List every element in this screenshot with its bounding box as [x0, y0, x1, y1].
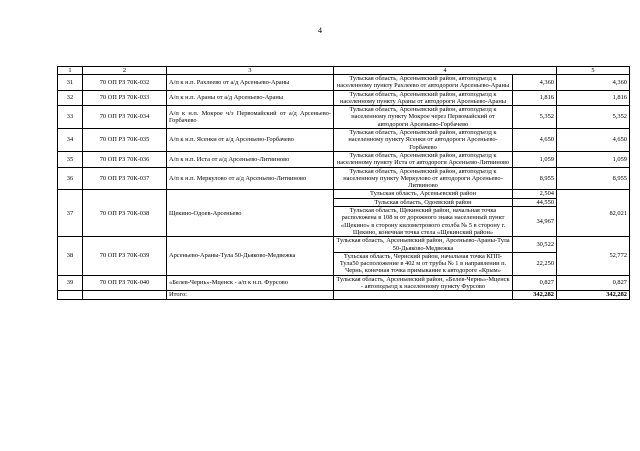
total-empty-cell — [58, 291, 83, 299]
row-number: 39 — [58, 275, 83, 291]
road-register-table — [57, 66, 630, 300]
segment-length: 1,816 — [513, 90, 557, 106]
road-name: А/п к н.п. Ясенки от а/д Арсеньево-Горбачево — [167, 129, 334, 152]
table-body — [58, 67, 630, 300]
road-id: 70 ОП РЗ 70К-036 — [83, 151, 167, 167]
segment-description: Тульская область, Арсеньевский район, автоподъезд к населенному пункту Иста от автодороги Арсеньево-Литвиново — [334, 151, 513, 167]
row-number: 33 — [58, 106, 83, 129]
table-row — [58, 151, 630, 167]
segment-description: Тульская область, Щекинский район, начальная точка расположена в 108 м от дорожного знака населенный пункт «Щекино» в сторону километрового столба № 5 в сторону г. Щекино, конечная точка стела «Щекинский район» — [334, 207, 513, 237]
segment-description: Тульская область, Арсеньевский район, автоподъезд к населенному пункту Мокрое через Первомайский от автодороги Арсеньево-Горбачево — [334, 106, 513, 129]
table-row — [58, 106, 630, 129]
road-name: Арсеньево-Араны-Тула 50-Дьяково-Медвежка — [167, 237, 334, 275]
road-name: А/п к н.п. Мокрое ч/з Первомайский от а/д Арсеньево-Горбачево — [167, 106, 334, 129]
road-total-length: 1,059 — [557, 151, 630, 167]
segment-length: 5,352 — [513, 106, 557, 129]
segment-length: 34,967 — [513, 207, 557, 237]
row-number: 35 — [58, 151, 83, 167]
segment-length: 0,827 — [513, 275, 557, 291]
road-id: 70 ОП РЗ 70К-032 — [83, 75, 167, 91]
header-col-3: 3 — [167, 67, 334, 75]
table-row — [58, 167, 630, 190]
header-col-5: 5 — [557, 67, 630, 75]
page-number: 4 — [318, 26, 322, 35]
road-name: Щекино-Одоев-Арсеньево — [167, 190, 334, 237]
total-empty-cell — [334, 291, 513, 299]
segment-length: 4,650 — [513, 129, 557, 152]
segment-description: Тульская область, Арсеньевский район, автоподъезд к населенному пункту Араны от автодороги Арсеньево-Араны — [334, 90, 513, 106]
header-col-1: 1 — [58, 67, 83, 75]
road-id: 70 ОП РЗ 70К-037 — [83, 167, 167, 190]
road-name: А/п к н.п. Иста от а/д Арсеньево-Литвиново — [167, 151, 334, 167]
road-total-length: 8,955 — [557, 167, 630, 190]
segment-description: Тульская область, Арсеньевский район, «Белев-Чернь»-Мценск - автоподъезд к населенному пункту Фурсово — [334, 275, 513, 291]
segment-description: Тульская область, Арсеньевский район, автоподъезд к населенному пункту Рахлеево от автодороги Арсеньево-Араны — [334, 75, 513, 91]
header-col-2: 2 — [83, 67, 167, 75]
road-total-length: 0,827 — [557, 275, 630, 291]
total-empty-cell — [83, 291, 167, 299]
road-name: А/п к н.п. Араны от а/д Арсеньево-Араны — [167, 90, 334, 106]
road-id: 70 ОП РЗ 70К-038 — [83, 190, 167, 237]
segment-description: Тульская область, Арсеньевский район — [334, 190, 513, 198]
row-number: 31 — [58, 75, 83, 91]
road-id: 70 ОП РЗ 70К-035 — [83, 129, 167, 152]
road-total-length: 5,352 — [557, 106, 630, 129]
table-row — [58, 190, 630, 198]
table-row — [58, 75, 630, 91]
road-name: «Белев-Чернь»-Мценск - а/п к н.п. Фурсово — [167, 275, 334, 291]
segment-description: Тульская область, Арсеньевский район, автоподъезд к населенному пункту Меркулово от автодороги Арсеньево-Литвиново — [334, 167, 513, 190]
row-number: 37 — [58, 190, 83, 237]
total-row — [58, 291, 630, 299]
road-total-length: 4,650 — [557, 129, 630, 152]
road-id: 70 ОП РЗ 70К-039 — [83, 237, 167, 275]
total-length: 342,282 — [513, 291, 557, 299]
total-label: Итого: — [167, 291, 334, 299]
road-name: А/п к н.п. Рахлеево от а/д Арсеньево-Араны — [167, 75, 334, 91]
segment-length: 4,360 — [513, 75, 557, 91]
row-number: 34 — [58, 129, 83, 152]
header-col-4: 4 — [334, 67, 557, 75]
table-row — [58, 90, 630, 106]
segment-description: Тульская область, Чернский район, начальная точка КПП-Тула50 расположение в 402 м от трубы № 1 в направлении п. Чернь, конечная точка примыкание к автодороге «Крым» — [334, 252, 513, 275]
segment-length: 22,250 — [513, 252, 557, 275]
row-number: 32 — [58, 90, 83, 106]
segment-length: 1,059 — [513, 151, 557, 167]
road-id: 70 ОП РЗ 70К-033 — [83, 90, 167, 106]
segment-length: 30,522 — [513, 237, 557, 253]
road-total-length: 52,772 — [557, 237, 630, 275]
segment-length: 8,955 — [513, 167, 557, 190]
row-number: 38 — [58, 237, 83, 275]
table-row — [58, 275, 630, 291]
road-id: 70 ОП РЗ 70К-034 — [83, 106, 167, 129]
table-row — [58, 237, 630, 253]
road-total-length: 4,360 — [557, 75, 630, 91]
table-row — [58, 129, 630, 152]
row-number: 36 — [58, 167, 83, 190]
header-row — [58, 67, 630, 75]
road-total-length: 82,021 — [557, 190, 630, 237]
segment-length: 2,504 — [513, 190, 557, 198]
segment-description: Тульская область, Одоевский район — [334, 198, 513, 206]
segment-description: Тульская область, Арсеньевский район, автоподъезд к населенному пункту Ясенки от автодороги Арсеньево-Горбачево — [334, 129, 513, 152]
segment-length: 44,550 — [513, 198, 557, 206]
road-name: А/п к н.п. Меркулово от а/д Арсеньево-Литвиново — [167, 167, 334, 190]
grand-total: 342,282 — [557, 291, 630, 299]
road-total-length: 1,816 — [557, 90, 630, 106]
road-id: 70 ОП РЗ 70К-040 — [83, 275, 167, 291]
segment-description: Тульская область, Арсеньевский район, Арсеньево-Араны-Тула 50-Дьяково-Медвежка — [334, 237, 513, 253]
